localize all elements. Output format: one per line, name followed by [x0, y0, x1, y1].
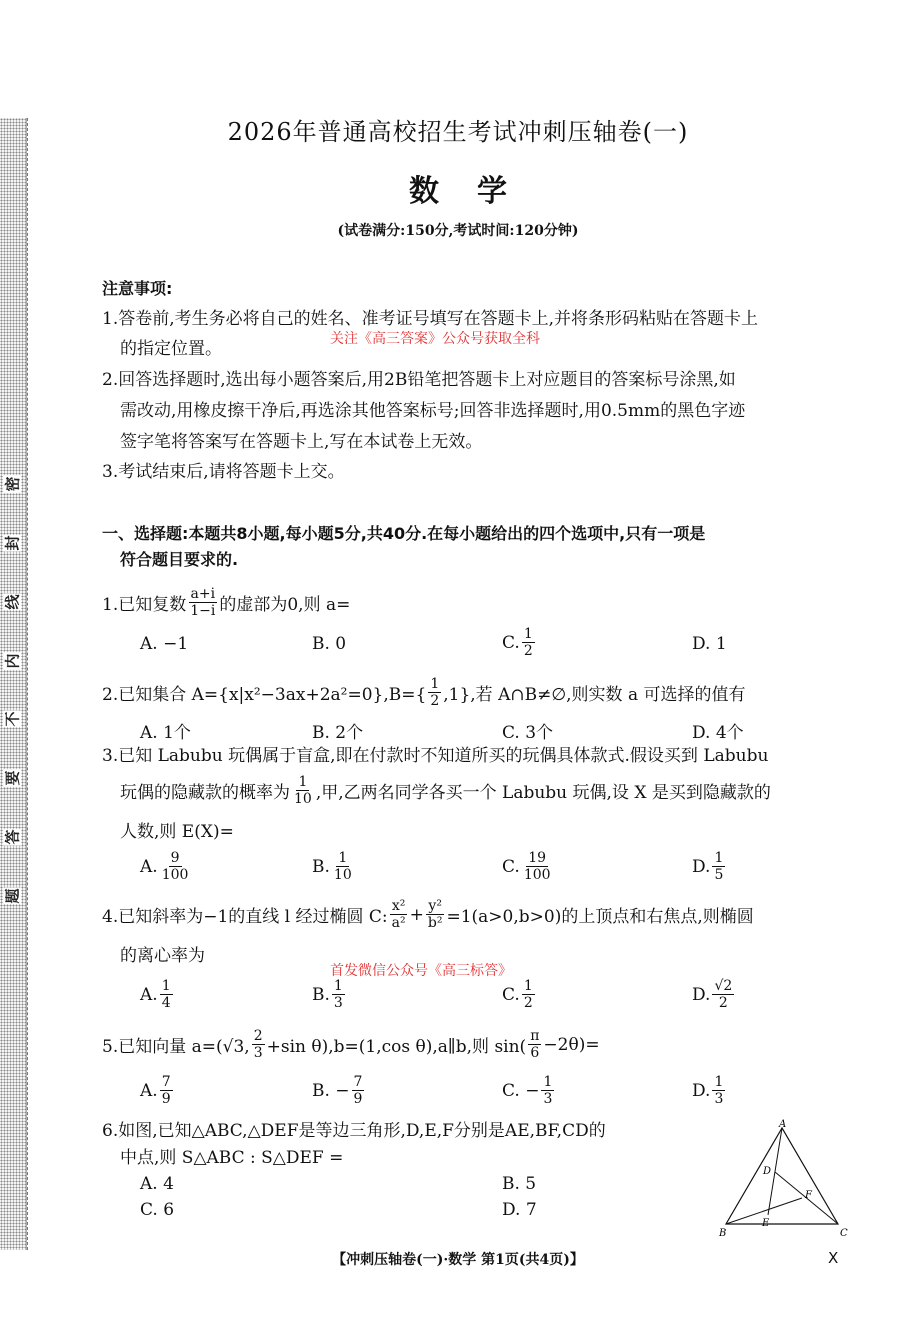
option-label: D.	[692, 984, 711, 1005]
frac-num: 1	[161, 978, 171, 994]
frac-num: 7	[353, 1074, 363, 1090]
question-4	[102, 898, 754, 931]
label-a: A	[779, 1119, 787, 1130]
frac-num: 1	[543, 1074, 553, 1090]
q2-pre: 2.已知集合 A={x|x²−3ax+2a²=0},B={	[102, 685, 427, 705]
section-heading: 一、选择题:本题共8小题,每小题5分,共40分.在每小题给出的四个选项中,只有一项是	[102, 524, 706, 543]
question-3-cont	[120, 774, 771, 807]
option-label: B.	[312, 856, 330, 877]
binding-char: 要	[3, 770, 22, 786]
q2-fraction	[428, 676, 441, 709]
q1-option-b: B. 0	[312, 634, 347, 654]
option-label: C.	[502, 856, 520, 877]
option-fraction	[541, 1074, 554, 1107]
exam-subject: 数学	[409, 174, 545, 209]
q4-option-b	[312, 978, 347, 1011]
binding-char: 答	[3, 829, 22, 845]
frac-num: a+i	[190, 586, 216, 602]
q1-option-d: D. 1	[692, 634, 727, 654]
q4-fraction-y	[426, 898, 445, 931]
frac-num: 7	[161, 1074, 171, 1090]
q4-pre: 4.已知斜率为−1的直线 l 经过椭圆 C:	[102, 907, 388, 927]
q5-pre: 5.已知向量 a=(√3,	[102, 1037, 250, 1057]
option-fraction	[522, 978, 535, 1011]
option-label: A.	[140, 984, 158, 1005]
binding-char: 密	[3, 476, 22, 492]
option-fraction	[332, 978, 345, 1011]
q3-text: 玩偶的隐藏款的概率为	[120, 783, 290, 803]
option-label: D.	[692, 1080, 711, 1101]
watermark-2: 首发微信公众号《高三标答》	[330, 963, 512, 979]
question-6-cont: 中点,则 S△ABC : S△DEF =	[120, 1148, 344, 1168]
question-2	[102, 676, 746, 709]
option-fraction	[332, 850, 354, 883]
footer-mark: X	[828, 1249, 839, 1267]
question-1	[102, 586, 350, 619]
frac-den: 9	[161, 1091, 171, 1107]
q2-post: ,1},若 A∩B≠∅,则实数 a 可选择的值有	[443, 685, 746, 705]
q1-option-a: A. −1	[140, 634, 189, 654]
q6-option-a: A. 4	[140, 1174, 174, 1194]
frac-num: 1	[523, 626, 533, 642]
frac-den: 3	[714, 1091, 724, 1107]
frac-num: π	[530, 1028, 540, 1044]
q1-option-c	[502, 626, 537, 659]
q2-option-b: B. 2个	[312, 723, 364, 743]
q5-option-c	[502, 1074, 556, 1107]
question-3: 3.已知 Labubu 玩偶属于盲盒,即在付款时不知道所买的玩偶具体款式.假设买到 Labubu	[102, 746, 769, 766]
option-fraction	[160, 978, 173, 1011]
frac-den: 100	[161, 867, 189, 883]
option-fraction	[160, 1074, 173, 1107]
triangle-diagram	[716, 1118, 856, 1240]
option-label: B. −	[312, 1080, 350, 1101]
frac-den: 2	[523, 995, 533, 1011]
question-6: 6.如图,已知△ABC,△DEF是等边三角形,D,E,F分别是AE,BF,CD的	[102, 1121, 606, 1141]
binding-margin-text	[0, 475, 26, 905]
label-e: E	[762, 1218, 770, 1229]
frac-num: 1	[333, 978, 343, 994]
q4-option-d	[692, 978, 736, 1011]
q1-fraction	[188, 586, 217, 619]
q5-option-b	[312, 1074, 366, 1107]
option-fraction	[712, 978, 734, 1011]
question-3-cont2: 人数,则 E(X)=	[120, 822, 234, 842]
frac-den: a²	[391, 915, 406, 931]
binding-char: 封	[3, 535, 22, 551]
page-footer: 【冲刺压轴卷(一)·数学 第1页(共4页)】	[332, 1252, 584, 1268]
q5-mid: +sin θ),b=(1,cos θ),a∥b,则 sin(	[266, 1037, 527, 1057]
frac-den: 9	[353, 1091, 363, 1107]
label-d: D	[763, 1166, 772, 1177]
q4-option-a	[140, 978, 175, 1011]
q1-post: 的虚部为0,则 a=	[219, 595, 351, 615]
option-fraction	[352, 1074, 365, 1107]
section-heading-cont: 符合题目要求的.	[120, 550, 239, 569]
frac-den: 2	[718, 995, 728, 1011]
binding-cut-line	[27, 118, 28, 1250]
exam-info: (试卷满分:150分,考试时间:120分钟)	[337, 223, 579, 239]
frac-den: 10	[333, 867, 352, 883]
binding-char: 不	[3, 711, 22, 727]
q4-option-c	[502, 978, 537, 1011]
option-label: A.	[140, 856, 158, 877]
frac-num: x²	[391, 898, 406, 914]
q3-option-b	[312, 850, 356, 883]
q2-option-d: D. 4个	[692, 723, 744, 743]
frac-num: 1	[338, 850, 348, 866]
notice-item-2-cont: 需改动,用橡皮擦干净后,再选涂其他答案标号;回答非选择题时,用0.5mm的黑色字迹	[120, 401, 746, 421]
q3-option-c	[502, 850, 555, 883]
notice-item-3: 3.考试结束后,请将答题卡上交。	[102, 462, 345, 482]
frac-den: 1−i	[190, 603, 216, 619]
q6-option-d: D. 7	[502, 1200, 537, 1220]
frac-num: 2	[253, 1028, 263, 1044]
q5-option-a	[140, 1074, 175, 1107]
frac-den: 3	[543, 1091, 553, 1107]
q5-fraction	[252, 1028, 265, 1061]
question-5	[102, 1028, 600, 1061]
notice-heading: 注意事项:	[102, 279, 173, 298]
notice-item-1-cont: 的指定位置。	[120, 339, 222, 359]
frac-den: 5	[714, 867, 724, 883]
watermark-1: 关注《高三答案》公众号获取全科	[330, 331, 540, 347]
q6-option-b: B. 5	[502, 1174, 537, 1194]
frac-num: √2	[714, 978, 733, 994]
q1-pre: 1.已知复数	[102, 595, 187, 615]
frac-num: 1	[430, 676, 440, 692]
label-c: C	[840, 1228, 848, 1239]
frac-num: 1	[523, 978, 533, 994]
frac-den: 3	[333, 995, 343, 1011]
q3-fraction	[292, 774, 314, 807]
option-fraction	[712, 850, 725, 883]
frac-den: b²	[427, 915, 443, 931]
q3-option-d	[692, 850, 727, 883]
notice-item-2-cont2: 签字笔将答案写在答题卡上,写在本试卷上无效。	[120, 432, 483, 452]
exam-title: 2026年普通高校招生考试冲刺压轴卷(一)	[227, 118, 689, 146]
option-fraction	[522, 626, 535, 659]
frac-num: 1	[298, 774, 308, 790]
q2-option-c: C. 3个	[502, 723, 554, 743]
q3-option-a	[140, 850, 192, 883]
q4-fraction-x	[390, 898, 408, 931]
notice-item-1: 1.答卷前,考生务必将自己的姓名、准考证号填写在答题卡上,并将条形码粘贴在答题卡上	[102, 309, 759, 329]
frac-num: y²	[428, 898, 442, 914]
option-label: D.	[692, 856, 711, 877]
frac-num: 19	[528, 850, 547, 866]
binding-char: 题	[3, 888, 22, 904]
option-label: C.	[502, 632, 520, 653]
label-f: F	[805, 1190, 812, 1201]
binding-char: 内	[3, 653, 22, 669]
label-b: B	[719, 1228, 727, 1239]
frac-den: 4	[161, 995, 171, 1011]
frac-den: 10	[294, 791, 312, 807]
binding-char: 线	[3, 594, 22, 610]
q4-post: =1(a>0,b>0)的上顶点和右焦点,则椭圆	[446, 907, 754, 927]
frac-den: 3	[253, 1045, 263, 1061]
option-label: B.	[312, 984, 330, 1005]
option-label: C.	[502, 984, 520, 1005]
q3-text-post: ,甲,乙两名同学各买一个 Labubu 玩偶,设 X 是买到隐藏款的	[315, 783, 771, 803]
frac-den: 2	[523, 643, 533, 659]
frac-den: 100	[523, 867, 551, 883]
q6-option-c: C. 6	[140, 1200, 175, 1220]
question-4-cont: 的离心率为	[120, 946, 205, 966]
notice-item-2: 2.回答选择题时,选出每小题答案后,用2B铅笔把答题卡上对应题目的答案标号涂黑,如	[102, 370, 736, 390]
frac-num: 9	[170, 850, 180, 866]
q5-post: −2θ)=	[543, 1034, 600, 1055]
option-fraction	[160, 850, 191, 883]
option-label: A.	[140, 1080, 158, 1101]
frac-den: 2	[430, 693, 440, 709]
option-fraction	[522, 850, 553, 883]
q5-option-d	[692, 1074, 727, 1107]
q4-plus: +	[409, 904, 424, 925]
frac-num: 1	[714, 850, 724, 866]
q2-option-a: A. 1个	[140, 723, 191, 743]
option-fraction	[712, 1074, 725, 1107]
q5-fraction-pi	[528, 1028, 541, 1061]
frac-den: 6	[530, 1045, 540, 1061]
option-label: C. −	[502, 1080, 540, 1101]
frac-num: 1	[714, 1074, 724, 1090]
